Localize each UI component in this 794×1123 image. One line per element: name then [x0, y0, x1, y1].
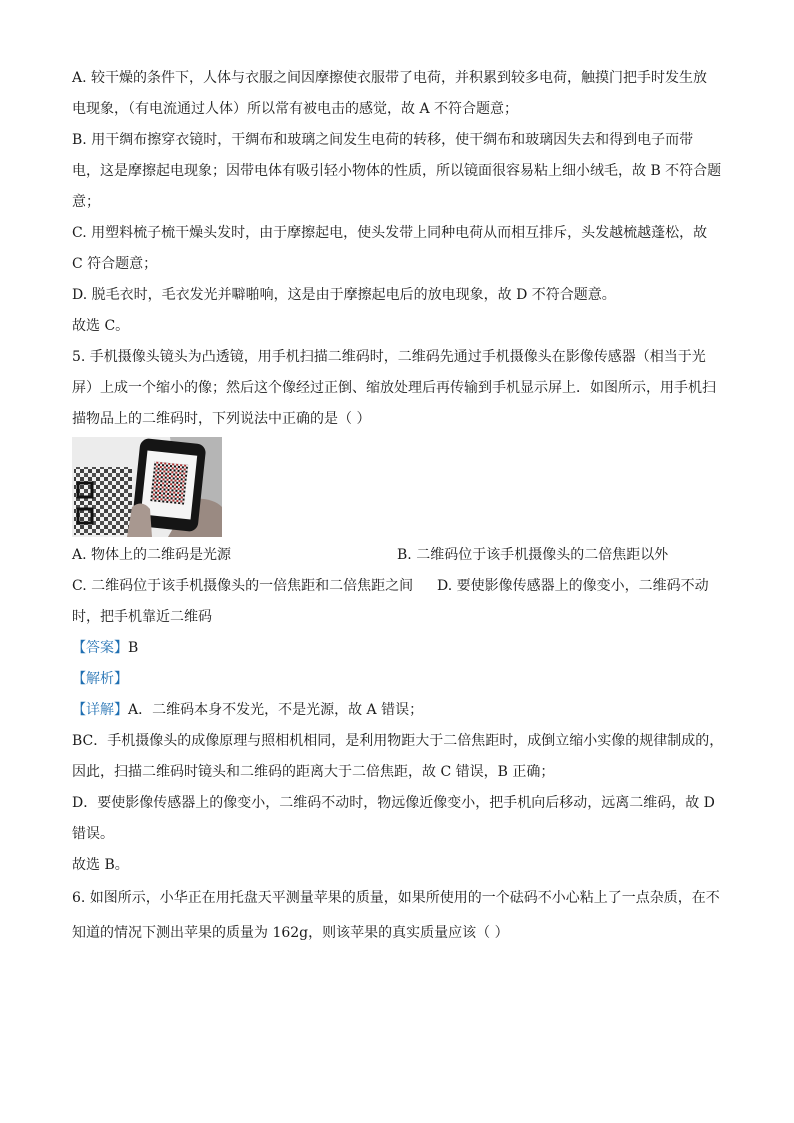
question-5-stem: 描物品上的二维码时，下列说法中正确的是（ ）: [72, 411, 371, 427]
question-6-stem: 6. 如图所示，小华正在用托盘天平测量苹果的质量，如果所使用的一个砝码不小心粘上了一点杂质，在不: [72, 890, 720, 906]
answer-line: [72, 638, 138, 658]
choice-d: D. 要使影像传感器上的像变小，二维码不动: [437, 578, 709, 594]
detail-line: 因此，扫描二维码时镜头和二维码的距离大于二倍焦距，故 C 错误，B 正确；: [72, 764, 555, 780]
text-line: 电现象，（有电流通过人体）所以常有被电击的感觉，故 A 不符合题意；: [72, 101, 519, 117]
detail-text: A．二维码本身不发光，不是光源，故 A 错误；: [128, 702, 424, 718]
answer-label: 【答案】: [72, 640, 128, 656]
text-line: 故选 C。: [72, 318, 130, 334]
detail-line: [72, 700, 423, 720]
text-line: 意；: [72, 194, 100, 210]
detail-line: 错误。: [72, 826, 114, 842]
choice-c: C. 二维码位于该手机摄像头的一倍焦距和二倍焦距之间: [72, 578, 414, 594]
text-line: 电，这是摩擦起电现象；因带电体有吸引轻小物体的性质，所以镜面很容易粘上细小绒毛，故 B 不符合题: [72, 163, 722, 179]
choice-b: B. 二维码位于该手机摄像头的二倍焦距以外: [397, 547, 669, 563]
detail-line: D．要使影像传感器上的像变小，二维码不动时，物远像近像变小，把手机向后移动，远离二维码，故 D: [72, 795, 715, 811]
text-line: B. 用干绸布擦穿衣镜时，干绸布和玻璃之间发生电荷的转移，使干绸布和玻璃因失去和得到电子而带: [72, 132, 694, 148]
text-line: C 符合题意；: [72, 256, 158, 272]
detail-line: 故选 B。: [72, 857, 129, 873]
analysis-label: 【解析】: [72, 671, 128, 687]
detail-label: 【详解】: [72, 702, 128, 718]
text-line: D. 脱毛衣时，毛衣发光并噼啪响，这是由于摩擦起电后的放电现象，故 D 不符合题意。: [72, 287, 616, 303]
question-5-stem: 5. 手机摄像头镜头为凸透镜，用手机扫描二维码时，二维码先通过手机摄像头在影像传感器（相当于光: [72, 349, 706, 365]
question-5-stem: 屏）上成一个缩小的像；然后这个像经过正倒、缩放处理后再传输到手机显示屏上．如图所示，用手机扫: [72, 380, 716, 396]
choice-a: A. 物体上的二维码是光源: [72, 547, 232, 563]
answer-value: B: [128, 640, 139, 656]
choice-d-continued: 时，把手机靠近二维码: [72, 609, 212, 625]
phone-scanning-qr-image: [72, 437, 222, 537]
detail-line: BC．手机摄像头的成像原理与照相机相同，是利用物距大于二倍焦距时，成倒立缩小实像的规律制成的，: [72, 733, 724, 749]
question-6-stem: 知道的情况下测出苹果的质量为 162g，则该苹果的真实质量应该（ ）: [72, 925, 509, 941]
text-line: A. 较干燥的条件下，人体与衣服之间因摩擦使衣服带了电荷，并积累到较多电荷，触摸门把手时发生放: [72, 70, 708, 86]
text-line: C. 用塑料梳子梳干燥头发时，由于摩擦起电，使头发带上同种电荷从而相互排斥，头发越梳越蓬松，故: [72, 225, 708, 241]
